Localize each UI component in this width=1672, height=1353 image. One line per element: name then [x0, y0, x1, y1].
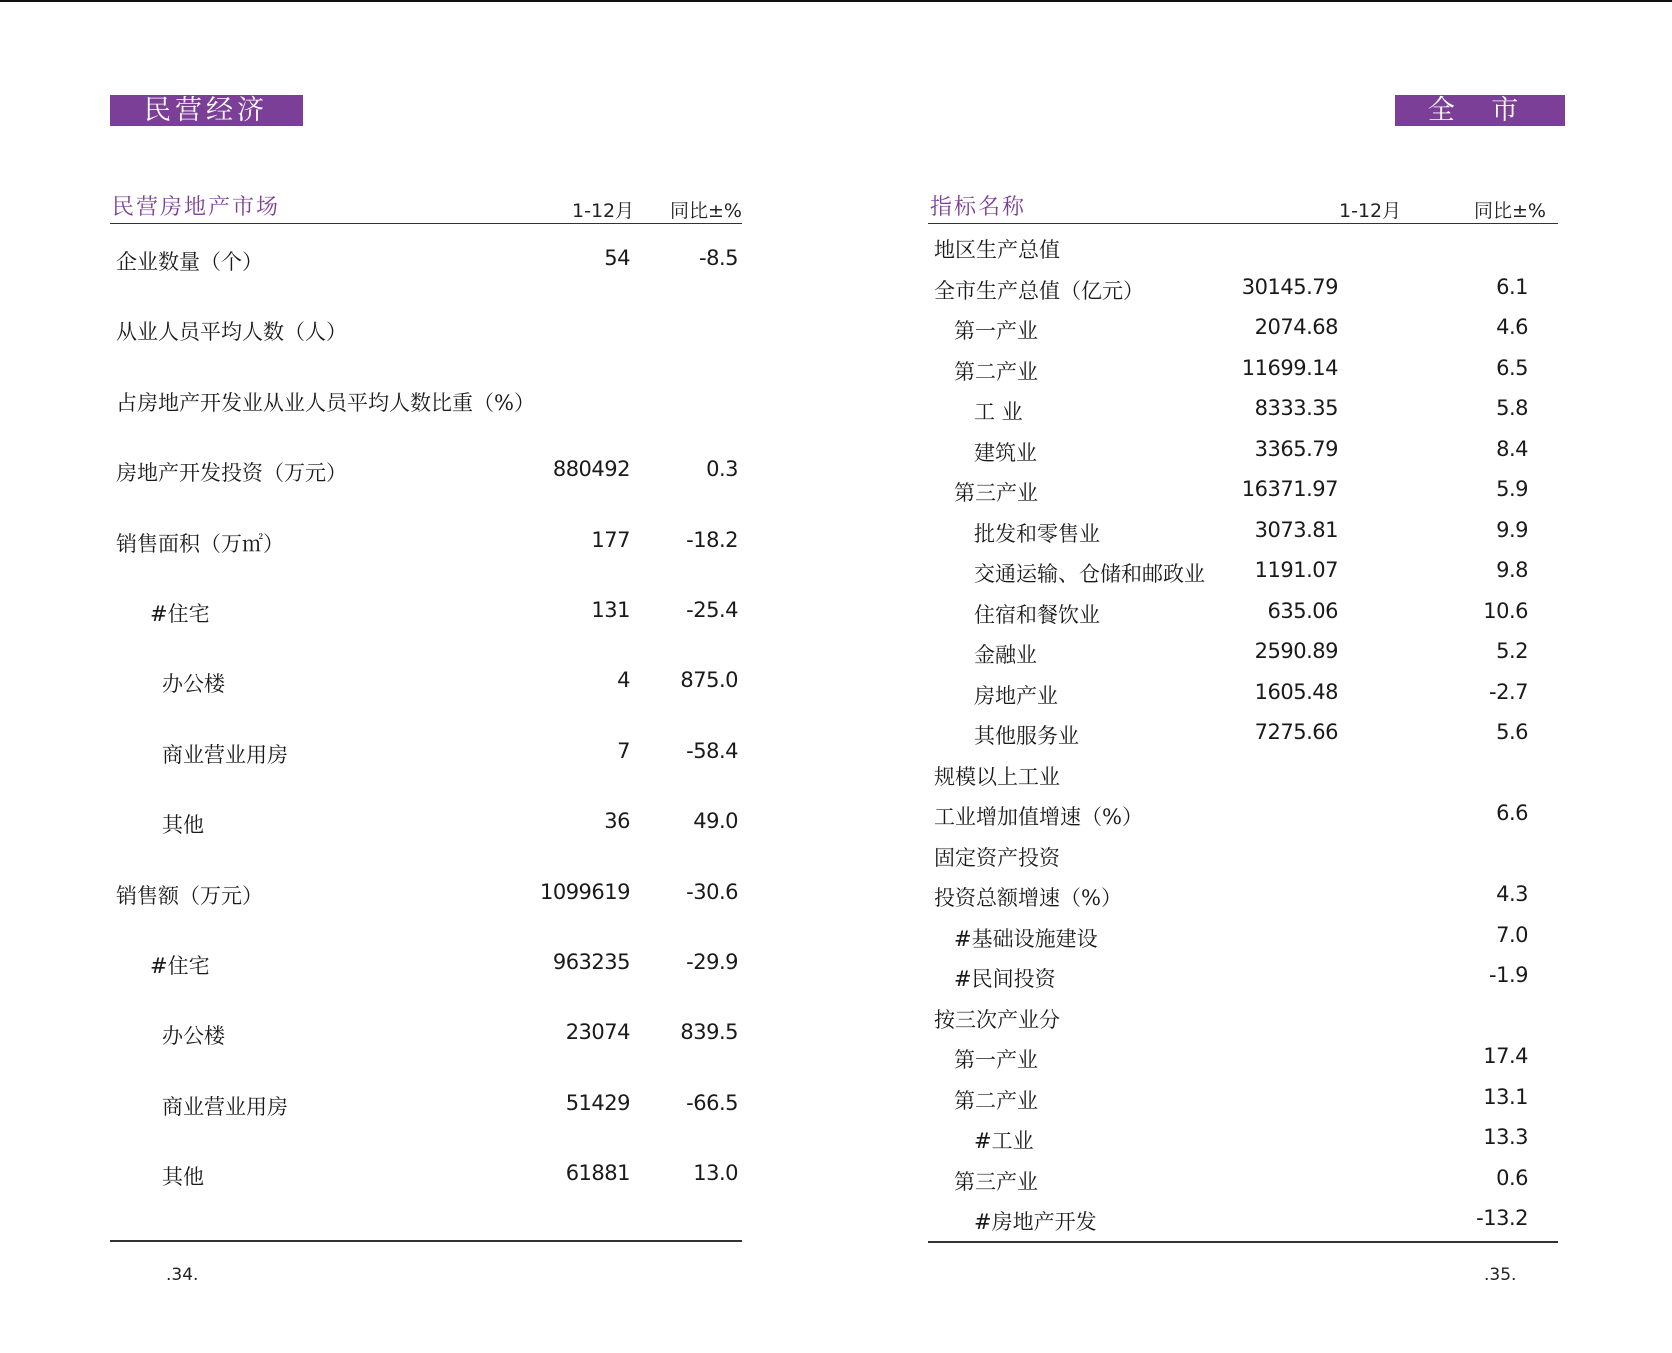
row-value-yoy: -66.5: [686, 1090, 738, 1115]
row-value-yoy: -29.9: [686, 949, 738, 974]
row-label: 规模以上工业: [934, 764, 1060, 789]
row-value-period: 880492: [552, 457, 630, 482]
row-value-period: 1099619: [539, 879, 630, 904]
table-row: [110, 506, 742, 576]
row-label: 企业数量（个）: [116, 250, 263, 274]
row-value-period: 30145.79: [1241, 274, 1338, 299]
table-row: [110, 294, 742, 364]
table-row: [110, 646, 742, 716]
row-label: 全市生产总值（亿元）: [934, 278, 1144, 303]
table-row: [110, 1069, 742, 1139]
table-row: [110, 224, 742, 294]
column-header-period: 1-12月: [1339, 200, 1402, 222]
row-value-yoy: -13.2: [1476, 1206, 1528, 1230]
row-value-yoy: 10.6: [1483, 598, 1528, 623]
row-label: 第一产业: [954, 1048, 1038, 1072]
row-label: 第二产业: [954, 359, 1038, 384]
table-row: [928, 1156, 1558, 1197]
row-value-yoy: -8.5: [699, 246, 738, 270]
table-row: [928, 386, 1558, 427]
table-row: [928, 427, 1558, 468]
table-row: [928, 305, 1558, 346]
row-value-yoy: 13.0: [693, 1161, 738, 1186]
row-value-period: 2590.89: [1254, 639, 1338, 663]
row-label: 金融业: [974, 643, 1037, 667]
row-label: #民间投资: [954, 967, 1056, 991]
row-label: 商业营业用房: [162, 1094, 288, 1119]
row-value-yoy: 6.5: [1496, 355, 1528, 380]
table-row: [928, 346, 1558, 387]
row-value-period: 3365.79: [1254, 436, 1338, 461]
table-row: [928, 265, 1558, 306]
table-title: 指标名称: [930, 195, 1027, 220]
row-label: #住宅: [150, 601, 210, 626]
row-label: 第二产业: [954, 1088, 1038, 1113]
row-value-period: 2074.68: [1254, 315, 1338, 339]
section-banner-whole-city: 全 市: [1395, 95, 1565, 126]
table-row: [928, 670, 1558, 711]
row-value-yoy: 839.5: [680, 1020, 738, 1045]
row-value-period: 3073.81: [1254, 517, 1338, 542]
column-header-yoy: 同比±%: [670, 200, 742, 222]
table-row: [928, 710, 1558, 751]
row-label: 销售面积（万㎡）: [116, 531, 284, 556]
table-row: [928, 589, 1558, 630]
row-value-period: 7: [617, 738, 630, 763]
row-value-period: 1605.48: [1254, 679, 1338, 704]
row-value-period: 131: [591, 597, 630, 622]
table-row: [928, 994, 1558, 1035]
table-row: [110, 858, 742, 928]
row-label: 其他: [162, 813, 204, 838]
row-value-yoy: 0.6: [1496, 1165, 1528, 1190]
row-value-yoy: 13.1: [1483, 1084, 1528, 1109]
row-value-yoy: 5.6: [1496, 720, 1528, 744]
table-row: [928, 791, 1558, 832]
table-row: [110, 365, 742, 435]
row-value-yoy: 5.2: [1496, 639, 1528, 663]
row-value-yoy: 17.4: [1483, 1044, 1528, 1068]
table-row: [928, 751, 1558, 792]
row-label: 第三产业: [954, 481, 1038, 505]
table-header: [928, 188, 1558, 224]
row-value-period: 16371.97: [1241, 477, 1338, 501]
table-row: [110, 928, 742, 998]
row-value-period: 4: [617, 668, 630, 693]
page-number-right: .35.: [1484, 1265, 1517, 1285]
row-value-yoy: 4.3: [1496, 882, 1528, 906]
section-banner-private-economy: 民营经济: [110, 95, 303, 126]
row-label: 其他服务业: [974, 724, 1079, 748]
row-value-yoy: 7.0: [1496, 922, 1528, 947]
row-value-yoy: -30.6: [686, 879, 738, 904]
row-label: 办公楼: [162, 1024, 225, 1049]
page-number-left: .34.: [166, 1265, 199, 1285]
row-value-yoy: 6.6: [1496, 801, 1528, 825]
row-label: 按三次产业分: [934, 1007, 1060, 1032]
row-label: 房地产开发投资（万元）: [116, 461, 347, 486]
table-row: [928, 629, 1558, 670]
row-value-yoy: 9.8: [1496, 558, 1528, 582]
table-row: [928, 224, 1558, 265]
row-value-yoy: 0.3: [706, 457, 738, 482]
row-label: 第三产业: [954, 1169, 1038, 1194]
table-row: [928, 1034, 1558, 1075]
table-body: [110, 224, 742, 1209]
row-label: #住宅: [150, 953, 210, 978]
row-value-period: 8333.35: [1254, 396, 1338, 420]
row-label: 住宿和餐饮业: [974, 602, 1100, 627]
table-row: [110, 787, 742, 857]
table-bottom-rule: [928, 1241, 1558, 1243]
row-value-yoy: -2.7: [1489, 679, 1528, 704]
row-label: 投资总额增速（%）: [934, 886, 1122, 910]
row-label: #房地产开发: [974, 1210, 1097, 1234]
row-label: 地区生产总值: [934, 238, 1060, 262]
table-row: [110, 1139, 742, 1209]
city-indicators-table: [928, 188, 1558, 1237]
row-label: 其他: [162, 1165, 204, 1190]
row-label: 交通运输、仓储和邮政业: [974, 562, 1205, 586]
table-title: 民营房地产市场: [112, 195, 281, 220]
table-row: [110, 435, 742, 505]
row-value-yoy: -58.4: [686, 738, 738, 763]
column-header-period: 1-12月: [572, 200, 635, 222]
table-row: [928, 548, 1558, 589]
row-value-yoy: 49.0: [693, 809, 738, 834]
row-value-period: 11699.14: [1241, 355, 1338, 380]
row-label: #工业: [974, 1129, 1034, 1153]
table-row: [928, 1075, 1558, 1116]
row-value-period: 54: [604, 246, 630, 270]
top-border-line: [0, 0, 1672, 2]
row-label: 占房地产开发业从业人员平均人数比重（%）: [116, 390, 535, 415]
row-label: 固定资产投资: [934, 845, 1060, 870]
row-label: 销售额（万元）: [116, 883, 263, 908]
column-header-yoy: 同比±%: [1474, 200, 1546, 222]
row-value-period: 177: [591, 527, 630, 552]
row-label: 工业增加值增速（%）: [934, 805, 1143, 829]
row-label: 建筑业: [974, 440, 1037, 465]
table-row: [110, 717, 742, 787]
row-value-yoy: -18.2: [686, 527, 738, 552]
row-value-period: 51429: [565, 1090, 630, 1115]
row-value-period: 635.06: [1267, 598, 1338, 623]
row-value-yoy: 4.6: [1496, 315, 1528, 339]
row-value-yoy: -1.9: [1489, 963, 1528, 987]
row-value-period: 963235: [552, 949, 630, 974]
table-row: [928, 467, 1558, 508]
row-value-period: 23074: [565, 1020, 630, 1045]
row-label: 办公楼: [162, 672, 225, 697]
row-label: #基础设施建设: [954, 926, 1098, 951]
row-value-yoy: 13.3: [1483, 1125, 1528, 1149]
table-row: [928, 913, 1558, 954]
table-row: [110, 576, 742, 646]
row-value-yoy: 5.8: [1496, 396, 1528, 420]
row-value-yoy: 8.4: [1496, 436, 1528, 461]
table-row: [928, 832, 1558, 873]
row-label: 第一产业: [954, 319, 1038, 343]
table-row: [928, 1115, 1558, 1156]
table-row: [928, 872, 1558, 913]
table-row: [928, 1196, 1558, 1237]
row-value-period: 36: [604, 809, 630, 834]
row-label: 房地产业: [974, 683, 1058, 708]
table-body: [928, 224, 1558, 1237]
row-value-yoy: 6.1: [1496, 274, 1528, 299]
table-row: [928, 508, 1558, 549]
table-row: [928, 953, 1558, 994]
row-value-yoy: -25.4: [686, 597, 738, 622]
row-label: 商业营业用房: [162, 742, 288, 767]
table-bottom-rule: [110, 1240, 742, 1242]
row-value-yoy: 9.9: [1496, 517, 1528, 542]
row-value-yoy: 875.0: [680, 668, 738, 693]
row-value-period: 7275.66: [1254, 720, 1338, 744]
row-value-period: 1191.07: [1254, 558, 1338, 582]
row-label: 批发和零售业: [974, 521, 1100, 546]
row-label: 工 业: [974, 400, 1023, 424]
table-header: [110, 188, 742, 224]
row-value-period: 61881: [565, 1161, 630, 1186]
row-value-yoy: 5.9: [1496, 477, 1528, 501]
table-row: [110, 998, 742, 1068]
private-real-estate-table: [110, 188, 742, 1209]
row-label: 从业人员平均人数（人）: [116, 320, 347, 345]
